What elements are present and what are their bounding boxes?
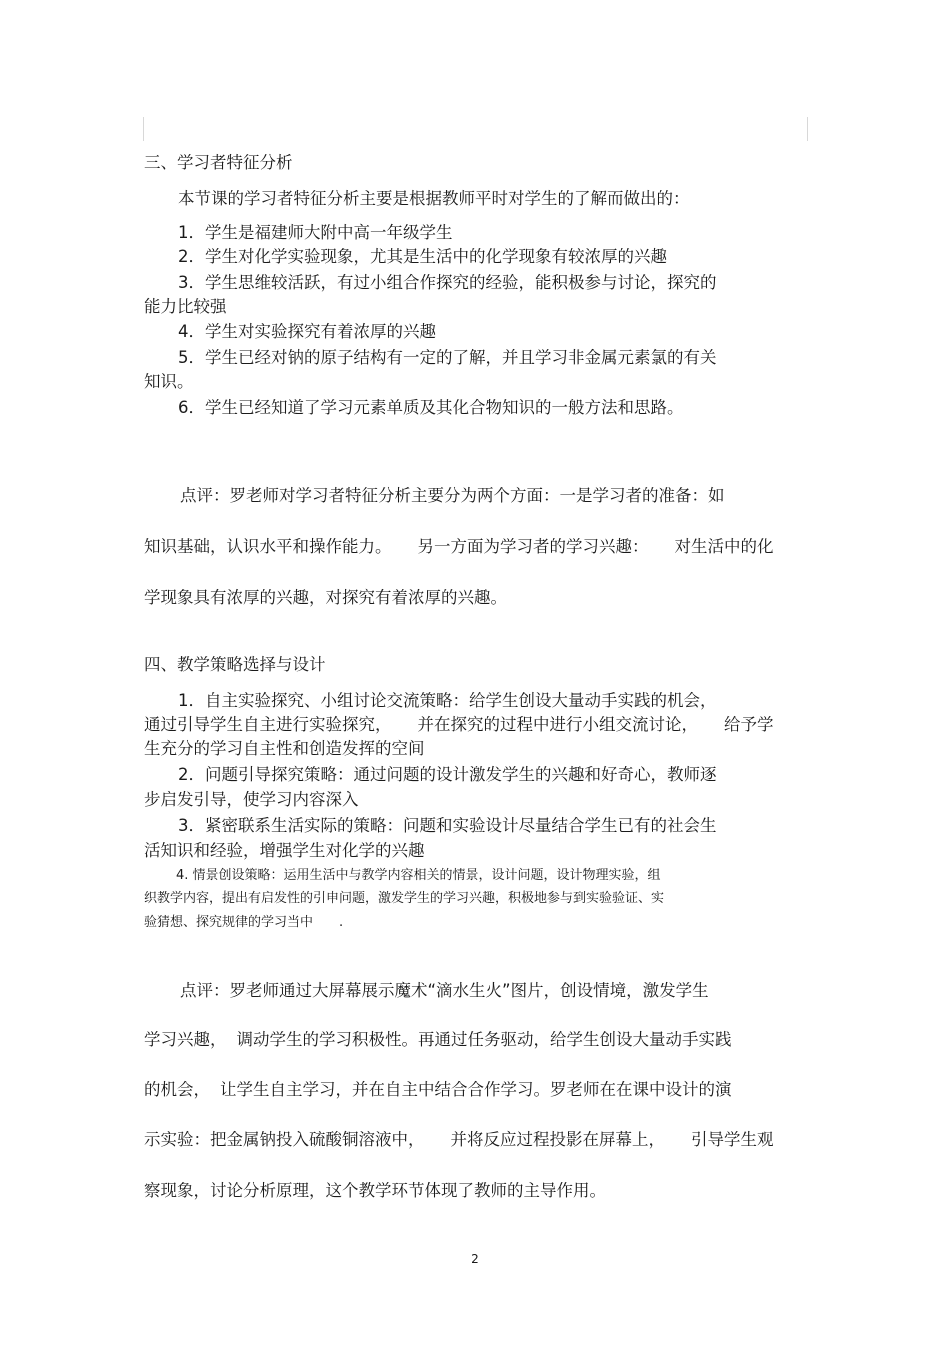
- comment-fragment: 的机会，: [144, 1080, 210, 1099]
- text-fragment: .: [339, 915, 344, 930]
- comment-fragment: 对生活中的化: [674, 537, 774, 556]
- section3-heading: 三、学习者特征分析: [144, 153, 293, 172]
- comment-fragment: 调动学生的学习积极性。再通过任务驱动，给学生创设大量动手实践: [236, 1030, 732, 1049]
- list-item-continuation: 织教学内容，提出有启发性的引申问题，激发学生的学习兴趣，积极地参与到实验验证、实: [144, 891, 665, 906]
- text-fragment: 验猜想、探究规律的学习当中: [144, 915, 314, 930]
- comment-fragment: 知识基础，认识水平和操作能力。: [144, 537, 392, 556]
- comment-fragment: 学习兴趣，: [144, 1030, 227, 1049]
- list-item: 1．学生是福建师大附中高一年级学生: [178, 223, 453, 242]
- comment-fragment: 并将反应过程投影在屏幕上，: [450, 1130, 665, 1149]
- comment-line: [144, 1129, 774, 1151]
- list-item: 2．学生对化学实验现象，尤其是生活中的化学现象有较浓厚的兴趣: [178, 247, 667, 266]
- comment-line: [144, 536, 774, 558]
- list-item: 4．学生对实验探究有着浓厚的兴趣: [178, 322, 436, 341]
- list-item: 3．紧密联系生活实际的策略：问题和实验设计尽量结合学生已有的社会生: [178, 816, 717, 835]
- list-item: 4. 情景创设策略：运用生活中与教学内容相关的情景，设计问题，设计物理实验，组: [176, 868, 661, 883]
- comment-fragment: 示实验：把金属钠投入硫酸铜溶液中，: [144, 1130, 425, 1149]
- comment-fragment: 引导学生观: [691, 1130, 774, 1149]
- list-item: 1．自主实验探究、小组讨论交流策略：给学生创设大量动手实践的机会，: [178, 691, 717, 710]
- section4-heading: 四、教学策略选择与设计: [144, 655, 326, 674]
- page-number: 2: [471, 1252, 479, 1266]
- comment-line: 察现象，讨论分析原理，这个教学环节体现了教师的主导作用。: [144, 1181, 606, 1200]
- list-item-continuation: 步启发引导，使学习内容深入: [144, 790, 359, 809]
- section3-intro: 本节课的学习者特征分析主要是根据教师平时对学生的了解而做出的：: [178, 189, 690, 208]
- list-item-continuation: 活知识和经验，增强学生对化学的兴趣: [144, 841, 425, 860]
- comment-line: 点评：罗老师对学习者特征分析主要分为两个方面：一是学习者的准备：如: [180, 486, 725, 505]
- text-fragment: 给予学: [724, 715, 774, 734]
- list-item: 3．学生思维较活跃，有过小组合作探究的经验，能积极参与讨论，探究的: [178, 273, 717, 292]
- list-item-continuation: [144, 914, 343, 932]
- comment-line: 点评：罗老师通过大屏幕展示魔术“滴水生火”图片，创设情境，激发学生: [180, 981, 709, 1000]
- crop-mark-right: [807, 117, 808, 141]
- comment-line: [144, 1079, 732, 1101]
- list-item-continuation: 生充分的学习自主性和创造发挥的空间: [144, 739, 425, 758]
- list-item: 6．学生已经知道了学习元素单质及其化合物知识的一般方法和思路。: [178, 398, 684, 417]
- comment-line: [144, 1029, 732, 1051]
- crop-mark-left: [143, 117, 144, 141]
- text-fragment: 通过引导学生自主进行实验探究，: [144, 715, 392, 734]
- comment-fragment: 另一方面为学习者的学习兴趣：: [417, 537, 649, 556]
- comment-line: 学现象具有浓厚的兴趣，对探究有着浓厚的兴趣。: [144, 588, 507, 607]
- list-item-continuation: [144, 714, 774, 736]
- list-item-continuation: 知识。: [144, 372, 194, 391]
- text-fragment: 并在探究的过程中进行小组交流讨论，: [417, 715, 698, 734]
- list-item: 5．学生已经对钠的原子结构有一定的了解，并且学习非金属元素氯的有关: [178, 348, 717, 367]
- list-item-continuation: 能力比较强: [144, 297, 227, 316]
- list-item: 2．问题引导探究策略：通过问题的设计激发学生的兴趣和好奇心，教师逐: [178, 765, 717, 784]
- comment-fragment: 让学生自主学习，并在自主中结合合作学习。罗老师在在课中设计的演: [220, 1080, 732, 1099]
